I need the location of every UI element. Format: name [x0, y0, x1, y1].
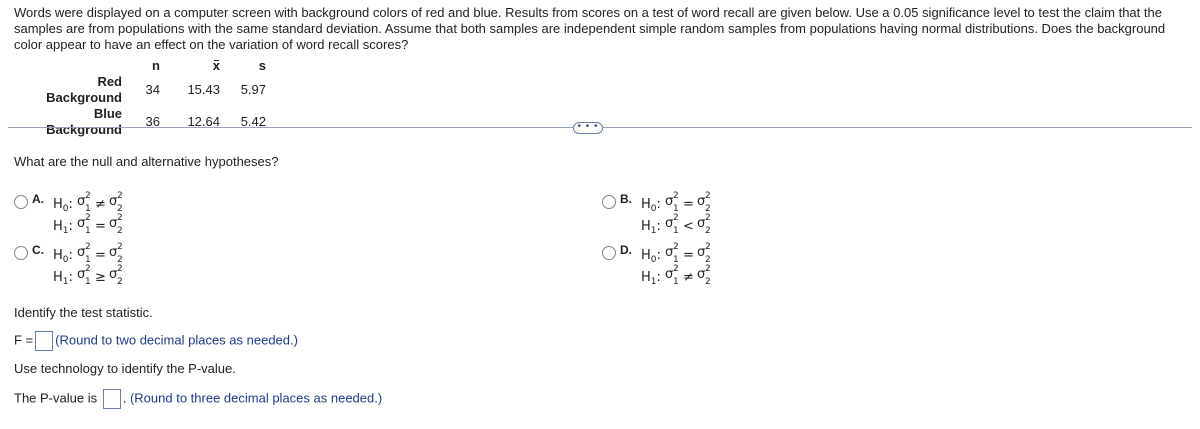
- row-label-blue: Blue Background: [46, 106, 122, 137]
- sigma-squared: σ 2 1: [77, 264, 91, 287]
- table-row: [22, 106, 266, 138]
- hypothesis-line: $H_1$: σ 2 1 = σ 2 2: [53, 213, 123, 236]
- radio-button[interactable]: [602, 246, 616, 260]
- cell-s: 5.97: [240, 82, 266, 97]
- pvalue-label: The P-value is: [14, 390, 98, 406]
- identify-statistic-prompt: Identify the test statistic.: [14, 305, 153, 320]
- header-s: s: [258, 58, 266, 73]
- sigma-squared: σ 2 1: [77, 242, 91, 265]
- table-corner: [22, 58, 134, 74]
- sigma-squared: σ 2 2: [108, 264, 123, 287]
- sigma-squared: σ 2 2: [696, 242, 711, 265]
- hypotheses: [641, 191, 711, 238]
- f-label: F =: [14, 332, 34, 348]
- sigma-squared: σ 2 1: [665, 213, 679, 236]
- question-prompt: What are the null and alternative hypotheses?: [14, 154, 279, 169]
- sigma-squared: σ 2 2: [696, 213, 711, 236]
- pvalue-row: The P-value is . (Round to three decimal places as needed.): [14, 389, 382, 409]
- header-n: n: [152, 58, 160, 73]
- radio-button[interactable]: [602, 195, 616, 209]
- header-xbar: [160, 58, 220, 74]
- data-table: [22, 58, 266, 138]
- hypothesis-line: $H_0$: σ 2 1 ≠ σ 2 2: [53, 191, 123, 214]
- problem-statement: Words were displayed on a computer screen with background colors of red and blue. Results from scores on a test of word recall are given below. Use a 0.05 significance level to test the claim that the samples are from populations with the same standard deviation. Assume that both samples are independent simple random samples from populations having normal distributions. Does the background color appear to have an effect on the variation of word recall scores?: [14, 5, 1166, 52]
- cell-xbar: 15.43: [187, 82, 220, 97]
- sigma-squared: σ 2 1: [665, 242, 679, 265]
- hypotheses: [641, 242, 711, 289]
- option-letter: B.: [620, 192, 632, 206]
- hypothesis-line: $H_0$: σ 2 1 = σ 2 2: [641, 191, 711, 214]
- pvalue-input[interactable]: [103, 389, 121, 409]
- row-label-red: Red Background: [46, 74, 122, 105]
- hypothesis-line: $H_0$: σ 2 1 = σ 2 2: [641, 242, 711, 265]
- hypotheses: [53, 191, 123, 238]
- radio-button[interactable]: [14, 246, 28, 260]
- sigma-squared: σ 2 2: [108, 191, 123, 214]
- sigma-squared: σ 2 1: [665, 264, 679, 287]
- cell-n: 34: [145, 82, 160, 97]
- sigma-squared: σ 2 2: [108, 213, 123, 236]
- option-letter: C.: [32, 243, 44, 257]
- sigma-squared: σ 2 2: [108, 242, 123, 265]
- f-hint: (Round to two decimal places as needed.): [55, 332, 298, 348]
- cell-xbar: 12.64: [187, 114, 220, 129]
- sigma-squared: σ 2 2: [696, 191, 711, 214]
- f-statistic-row: [14, 331, 298, 351]
- cell-n: 36: [145, 114, 160, 129]
- sigma-squared: σ 2 1: [77, 213, 91, 236]
- pvalue-hint: (Round to three decimal places as needed.): [129, 390, 383, 406]
- hypothesis-line: $H_0$: σ 2 1 = σ 2 2: [53, 242, 123, 265]
- more-options-button[interactable]: • • •: [573, 122, 603, 134]
- sigma-squared: σ 2 2: [696, 264, 711, 287]
- option-letter: A.: [32, 192, 44, 206]
- option-letter: D.: [620, 243, 632, 257]
- hypothesis-line: $H_1$: σ 2 1 < σ 2 2: [641, 213, 711, 236]
- pvalue-prompt: Use technology to identify the P-value.: [14, 361, 236, 376]
- xbar-symbol: x: [212, 58, 220, 73]
- radio-button[interactable]: [14, 195, 28, 209]
- sigma-squared: σ 2 1: [77, 191, 91, 214]
- table-header-row: [22, 58, 266, 74]
- sigma-squared: σ 2 1: [665, 191, 679, 214]
- hypothesis-line: $H_1$: σ 2 1 ≥ σ 2 2: [53, 264, 123, 287]
- table-row: [22, 74, 266, 106]
- f-statistic-input[interactable]: [35, 331, 53, 351]
- hypothesis-line: $H_1$: σ 2 1 ≠ σ 2 2: [641, 264, 711, 287]
- hypotheses: [53, 242, 123, 289]
- cell-s: 5.42: [240, 114, 266, 129]
